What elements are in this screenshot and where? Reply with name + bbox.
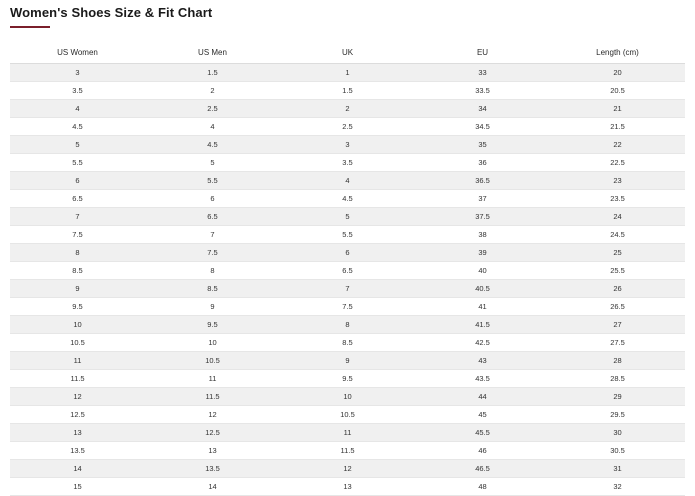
table-cell: 5.5	[280, 226, 415, 244]
table-row	[10, 262, 685, 280]
table-cell: 12	[10, 388, 145, 406]
table-cell: 28.5	[550, 370, 685, 388]
table-cell: 46.5	[415, 460, 550, 478]
table-row	[10, 280, 685, 298]
table-cell: 4.5	[10, 118, 145, 136]
table-cell: 28	[550, 352, 685, 370]
table-cell: 45.5	[415, 424, 550, 442]
table-cell: 9.5	[280, 370, 415, 388]
table-cell: 1.5	[280, 82, 415, 100]
table-cell: 26	[550, 280, 685, 298]
table-cell: 21.5	[550, 118, 685, 136]
table-cell: 10	[145, 334, 280, 352]
table-cell: 21	[550, 100, 685, 118]
table-cell: 7	[10, 208, 145, 226]
table-cell: 8.5	[280, 334, 415, 352]
table-cell: 8	[145, 262, 280, 280]
table-row	[10, 388, 685, 406]
table-cell: 5	[280, 208, 415, 226]
table-cell: 2	[280, 100, 415, 118]
table-cell: 1	[280, 64, 415, 82]
table-cell: 13.5	[10, 442, 145, 460]
table-cell: 7	[280, 280, 415, 298]
size-chart-table-wrapper	[10, 42, 685, 496]
table-row	[10, 298, 685, 316]
table-cell: 35	[415, 136, 550, 154]
table-cell: 11.5	[280, 442, 415, 460]
title-underline-rule	[10, 26, 50, 28]
table-column-header: US Men	[145, 42, 280, 64]
table-cell: 7.5	[145, 244, 280, 262]
table-cell: 46	[415, 442, 550, 460]
table-cell: 36.5	[415, 172, 550, 190]
table-cell: 44	[415, 388, 550, 406]
table-cell: 8.5	[145, 280, 280, 298]
table-row	[10, 172, 685, 190]
table-row	[10, 424, 685, 442]
table-cell: 14	[145, 478, 280, 496]
table-row	[10, 190, 685, 208]
table-row	[10, 334, 685, 352]
table-cell: 8	[10, 244, 145, 262]
table-cell: 15	[10, 478, 145, 496]
table-cell: 1.5	[145, 64, 280, 82]
table-cell: 3.5	[10, 82, 145, 100]
table-cell: 41	[415, 298, 550, 316]
table-row	[10, 82, 685, 100]
table-cell: 4.5	[145, 136, 280, 154]
table-cell: 10.5	[145, 352, 280, 370]
table-cell: 12.5	[10, 406, 145, 424]
table-cell: 11	[280, 424, 415, 442]
table-cell: 8	[280, 316, 415, 334]
table-cell: 22	[550, 136, 685, 154]
table-cell: 38	[415, 226, 550, 244]
table-cell: 5	[145, 154, 280, 172]
table-cell: 6	[10, 172, 145, 190]
table-cell: 5.5	[145, 172, 280, 190]
table-cell: 27	[550, 316, 685, 334]
table-cell: 33.5	[415, 82, 550, 100]
table-row	[10, 244, 685, 262]
table-cell: 13	[145, 442, 280, 460]
table-cell: 6.5	[145, 208, 280, 226]
table-cell: 10.5	[10, 334, 145, 352]
table-cell: 11	[10, 352, 145, 370]
size-chart-table	[10, 42, 685, 496]
table-column-header: US Women	[10, 42, 145, 64]
table-header-row	[10, 42, 685, 64]
table-cell: 20	[550, 64, 685, 82]
table-row	[10, 478, 685, 496]
table-cell: 40	[415, 262, 550, 280]
table-row	[10, 442, 685, 460]
table-cell: 12	[280, 460, 415, 478]
table-cell: 43.5	[415, 370, 550, 388]
size-chart-page	[0, 5, 695, 491]
table-column-header: Length (cm)	[550, 42, 685, 64]
table-cell: 10.5	[280, 406, 415, 424]
table-cell: 48	[415, 478, 550, 496]
table-cell: 25.5	[550, 262, 685, 280]
table-cell: 26.5	[550, 298, 685, 316]
table-cell: 4	[280, 172, 415, 190]
table-cell: 23	[550, 172, 685, 190]
table-cell: 30	[550, 424, 685, 442]
table-cell: 42.5	[415, 334, 550, 352]
table-cell: 6	[280, 244, 415, 262]
table-row	[10, 406, 685, 424]
table-head	[10, 42, 685, 64]
table-cell: 23.5	[550, 190, 685, 208]
table-cell: 32	[550, 478, 685, 496]
table-cell: 11	[145, 370, 280, 388]
table-cell: 14	[10, 460, 145, 478]
table-column-header: UK	[280, 42, 415, 64]
table-cell: 4	[145, 118, 280, 136]
table-row	[10, 64, 685, 82]
table-cell: 22.5	[550, 154, 685, 172]
table-row	[10, 460, 685, 478]
table-row	[10, 118, 685, 136]
table-cell: 7.5	[10, 226, 145, 244]
table-cell: 30.5	[550, 442, 685, 460]
table-row	[10, 226, 685, 244]
table-cell: 29.5	[550, 406, 685, 424]
table-cell: 13	[10, 424, 145, 442]
table-cell: 24.5	[550, 226, 685, 244]
table-cell: 9	[145, 298, 280, 316]
table-cell: 34	[415, 100, 550, 118]
table-cell: 31	[550, 460, 685, 478]
table-row	[10, 208, 685, 226]
table-cell: 8.5	[10, 262, 145, 280]
table-cell: 6.5	[10, 190, 145, 208]
table-cell: 11.5	[145, 388, 280, 406]
table-cell: 7	[145, 226, 280, 244]
table-cell: 3.5	[280, 154, 415, 172]
table-cell: 10	[10, 316, 145, 334]
table-cell: 7.5	[280, 298, 415, 316]
table-cell: 5.5	[10, 154, 145, 172]
table-cell: 34.5	[415, 118, 550, 136]
table-cell: 4	[10, 100, 145, 118]
table-cell: 12	[145, 406, 280, 424]
table-cell: 36	[415, 154, 550, 172]
table-cell: 37	[415, 190, 550, 208]
table-cell: 37.5	[415, 208, 550, 226]
table-cell: 24	[550, 208, 685, 226]
table-cell: 9	[280, 352, 415, 370]
table-cell: 33	[415, 64, 550, 82]
table-column-header: EU	[415, 42, 550, 64]
table-cell: 3	[280, 136, 415, 154]
table-cell: 13.5	[145, 460, 280, 478]
table-cell: 5	[10, 136, 145, 154]
table-cell: 4.5	[280, 190, 415, 208]
table-row	[10, 370, 685, 388]
table-cell: 3	[10, 64, 145, 82]
table-cell: 43	[415, 352, 550, 370]
table-cell: 2.5	[145, 100, 280, 118]
table-cell: 9	[10, 280, 145, 298]
table-row	[10, 316, 685, 334]
table-row	[10, 100, 685, 118]
table-cell: 27.5	[550, 334, 685, 352]
table-cell: 9.5	[10, 298, 145, 316]
table-body	[10, 64, 685, 496]
table-cell: 13	[280, 478, 415, 496]
table-cell: 6	[145, 190, 280, 208]
table-cell: 2	[145, 82, 280, 100]
table-cell: 6.5	[280, 262, 415, 280]
table-cell: 9.5	[145, 316, 280, 334]
table-cell: 41.5	[415, 316, 550, 334]
table-cell: 11.5	[10, 370, 145, 388]
table-cell: 12.5	[145, 424, 280, 442]
table-row	[10, 352, 685, 370]
table-cell: 40.5	[415, 280, 550, 298]
table-cell: 10	[280, 388, 415, 406]
table-cell: 2.5	[280, 118, 415, 136]
table-cell: 25	[550, 244, 685, 262]
table-cell: 45	[415, 406, 550, 424]
table-cell: 39	[415, 244, 550, 262]
table-cell: 29	[550, 388, 685, 406]
table-row	[10, 154, 685, 172]
table-row	[10, 136, 685, 154]
page-title: Women's Shoes Size & Fit Chart	[10, 5, 213, 20]
table-cell: 20.5	[550, 82, 685, 100]
